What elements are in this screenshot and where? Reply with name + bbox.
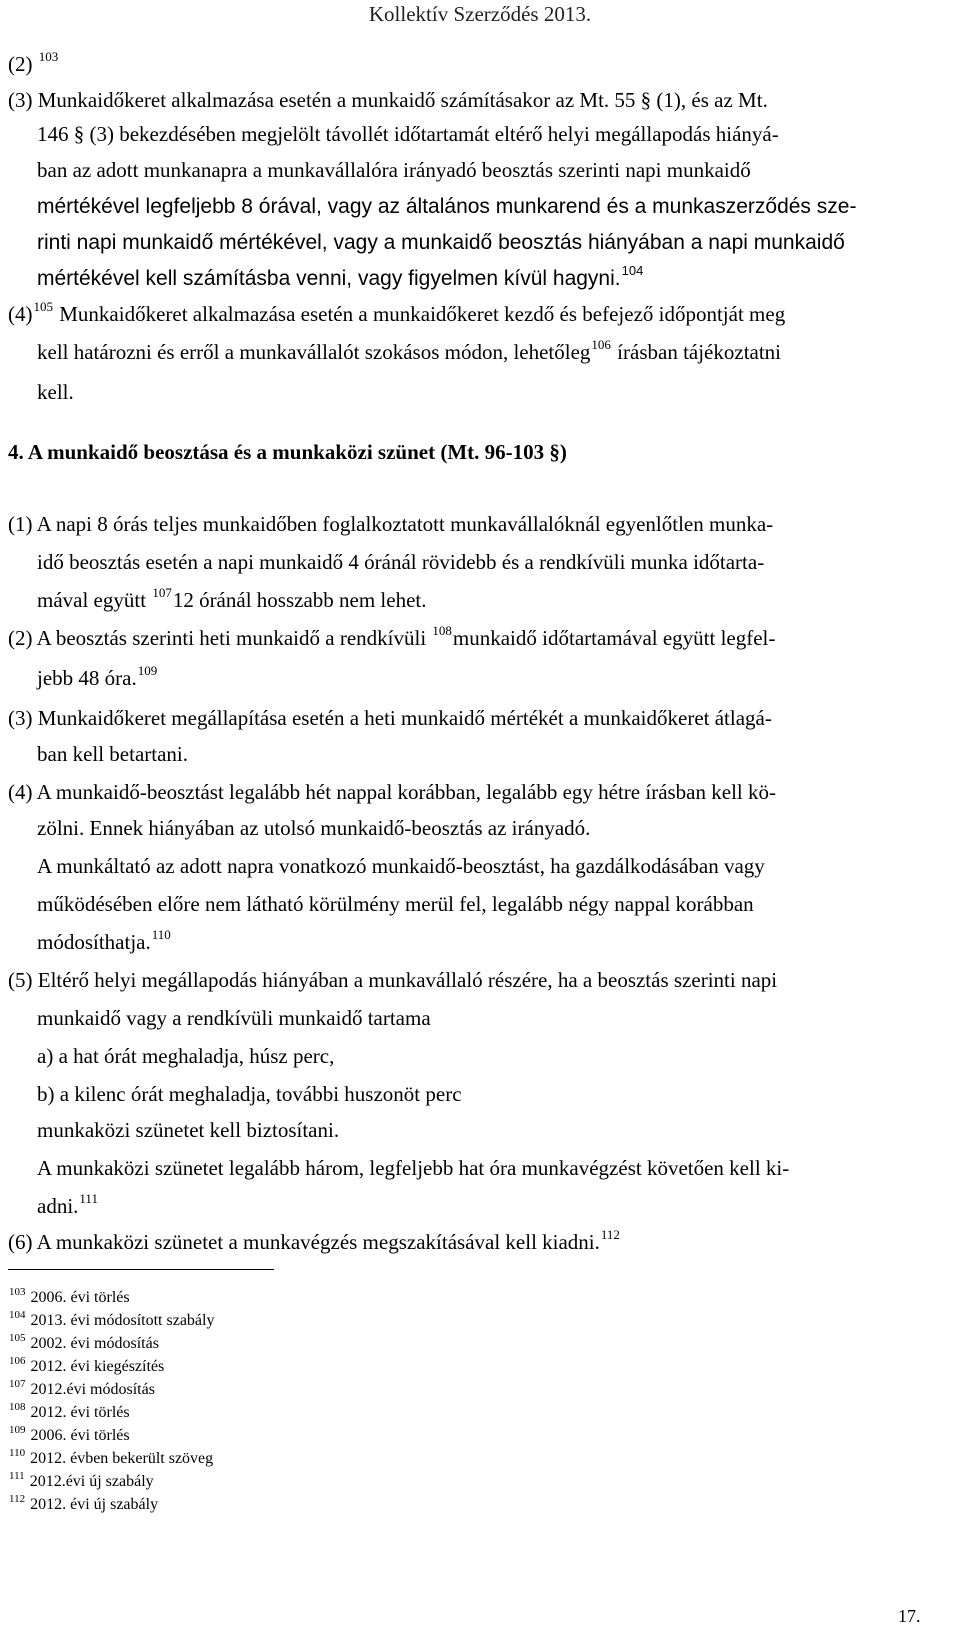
paragraph-label: (2) <box>8 52 33 76</box>
paragraph-2 <box>8 49 59 76</box>
footnote <box>8 1447 214 1467</box>
paragraph-3-line: ban az adott munkanapra a munkavállalóra irányadó beosztás szerinti napi munkaidő <box>37 158 751 182</box>
footnote <box>8 1470 154 1490</box>
footnote-number: 107 <box>9 1378 26 1390</box>
line-text: (2) A beosztás szerinti heti munkaidő a rendkívüli <box>8 626 427 650</box>
footnote-number: 103 <box>9 1286 26 1298</box>
footnote-text: 2002. évi módosítás <box>30 1335 159 1352</box>
section-5-line: A munkaközi szünetet legalább három, legfeljebb hat óra munkavégzést követően kell ki- <box>37 1156 790 1180</box>
line-text: Munkaidőkeret alkalmazása esetén a munkaidőkeret kezdő és befejező időpontját meg <box>59 302 786 326</box>
footnote-text: 2012.évi új szabály <box>29 1473 154 1490</box>
line-text: (6) A munkaközi szünetet a munkavégzés megszakításával kell kiadni. <box>8 1230 600 1254</box>
section-5-line <box>37 1191 99 1218</box>
footnote-text: 2006. évi törlés <box>30 1289 130 1306</box>
footnote-number: 105 <box>9 1332 26 1344</box>
section-4-line: működésében előre nem látható körülmény merül fel, legalább négy nappal korábban <box>37 892 754 916</box>
footnote <box>8 1493 159 1513</box>
footnote-ref: 108 <box>432 623 452 638</box>
footnote-text: 2013. évi módosított szabály <box>30 1312 215 1329</box>
paragraph-3-line <box>37 263 644 290</box>
section-5-line: b) a kilenc órát meghaladja, további huszonöt perc <box>37 1082 462 1106</box>
line-text: mával együtt <box>37 588 147 612</box>
paragraph-3-line: rinti napi munkaidő mértékével, vagy a munkaidő beosztás hiányában a napi munkaidő <box>37 231 845 254</box>
footnote-ref: 111 <box>79 1191 98 1206</box>
footnote-text: 2012. évi új szabály <box>30 1496 159 1513</box>
footnote-text: 2012. évi törlés <box>30 1404 130 1421</box>
footnote-ref: 105 <box>33 299 53 314</box>
footnote <box>8 1332 159 1352</box>
line-text: írásban tájékoztatni <box>617 340 782 364</box>
footnote <box>8 1378 155 1398</box>
line-text: adni. <box>37 1194 79 1218</box>
footnote-ref: 112 <box>600 1227 620 1242</box>
section-2-line <box>37 663 158 690</box>
footnote <box>8 1286 130 1306</box>
page-number: 17. <box>898 1606 921 1626</box>
section-1-line: idő beosztás esetén a napi munkaidő 4 óránál rövidebb és a rendkívüli munka időtarta- <box>37 550 765 574</box>
paragraph-3-line: mértékével legfeljebb 8 órával, vagy az általános munkarend és a munkaszerződés sze- <box>37 195 857 218</box>
line-text: kell határozni és erről a munkavállalót szokásos módon, lehetőleg <box>37 340 591 364</box>
section-3-line: ban kell betartani. <box>37 742 189 766</box>
footnote-ref: 107 <box>152 585 172 600</box>
section-6-line <box>8 1227 621 1254</box>
line-text: módosíthatja. <box>37 930 151 954</box>
footnote-number: 111 <box>9 1470 25 1482</box>
section-4-line: zölni. Ennek hiányában az utolsó munkaidő-beosztás az irányadó. <box>37 816 591 840</box>
section-2-line <box>8 623 776 650</box>
paragraph-4-line: kell. <box>37 380 74 404</box>
section-5-line: munkaközi szünetet kell biztosítani. <box>37 1118 340 1142</box>
section-4-line: A munkáltató az adott napra vonatkozó munkaidő-beosztást, ha gazdálkodásában vagy <box>37 854 765 878</box>
section-1-line <box>37 585 427 612</box>
footnote-number: 104 <box>9 1309 26 1321</box>
footnote-text: 2012. évi kiegészítés <box>30 1358 165 1375</box>
paragraph-label: (4) <box>8 302 33 326</box>
paragraph-4-line <box>37 337 782 364</box>
section-heading: 4. A munkaidő beosztása és a munkaközi szünet (Mt. 96-103 §) <box>8 440 567 464</box>
line-text: jebb 48 óra. <box>37 666 137 690</box>
footnote-text: 2006. évi törlés <box>30 1427 130 1444</box>
footnote-ref: 106 <box>591 337 611 352</box>
footnote-number: 110 <box>9 1447 26 1459</box>
footnote <box>8 1424 130 1444</box>
footnote-ref: 104 <box>621 263 644 278</box>
footnote-text: 2012. évben bekerült szöveg <box>30 1450 214 1467</box>
footnote-ref: 103 <box>38 49 59 64</box>
section-4-line: (4) A munkaidő-beosztást legalább hét nappal korábban, legalább egy hétre írásban kell kö- <box>8 780 776 804</box>
footnote <box>8 1309 215 1329</box>
section-1-line: (1) A napi 8 órás teljes munkaidőben foglalkoztatott munkavállalóknál egyenlőtlen munka- <box>8 512 774 536</box>
section-5-line: a) a hat órát meghaladja, húsz perc, <box>37 1044 335 1068</box>
footnote-separator <box>8 1269 274 1270</box>
footnote-number: 109 <box>9 1424 26 1436</box>
line-text: 12 óránál hosszabb nem lehet. <box>172 588 427 612</box>
paragraph-3-line: (3) Munkaidőkeret alkalmazása esetén a munkaidő számításakor az Mt. 55 § (1), és az Mt. <box>8 88 768 112</box>
footnote-number: 108 <box>9 1401 26 1413</box>
section-5-line: munkaidő vagy a rendkívüli munkaidő tartama <box>37 1006 431 1030</box>
footnote-ref: 110 <box>151 927 171 942</box>
section-5-line: (5) Eltérő helyi megállapodás hiányában a munkavállaló részére, ha a beosztás szerinti napi <box>8 968 778 992</box>
footnote-number: 112 <box>9 1493 26 1505</box>
footnote <box>8 1401 130 1421</box>
footnote-text: 2012.évi módosítás <box>30 1381 155 1398</box>
page-header: Kollektív Szerződés 2013. <box>368 2 592 26</box>
section-3-line: (3) Munkaidőkeret megállapítása esetén a heti munkaidő mértékét a munkaidőkeret átlagá- <box>8 706 772 730</box>
footnote-number: 106 <box>9 1355 26 1367</box>
footnote-ref: 109 <box>137 663 158 678</box>
line-text: mértékével kell számításba venni, vagy figyelmen kívül hagyni. <box>37 267 621 290</box>
paragraph-4-line <box>8 299 786 326</box>
paragraph-3-line: 146 § (3) bekezdésében megjelölt távollét időtartamát eltérő helyi megállapodás hiányá- <box>37 122 779 146</box>
footnote <box>8 1355 165 1375</box>
line-text: munkaidő időtartamával együtt legfel- <box>452 626 776 650</box>
section-4-line <box>37 927 172 954</box>
